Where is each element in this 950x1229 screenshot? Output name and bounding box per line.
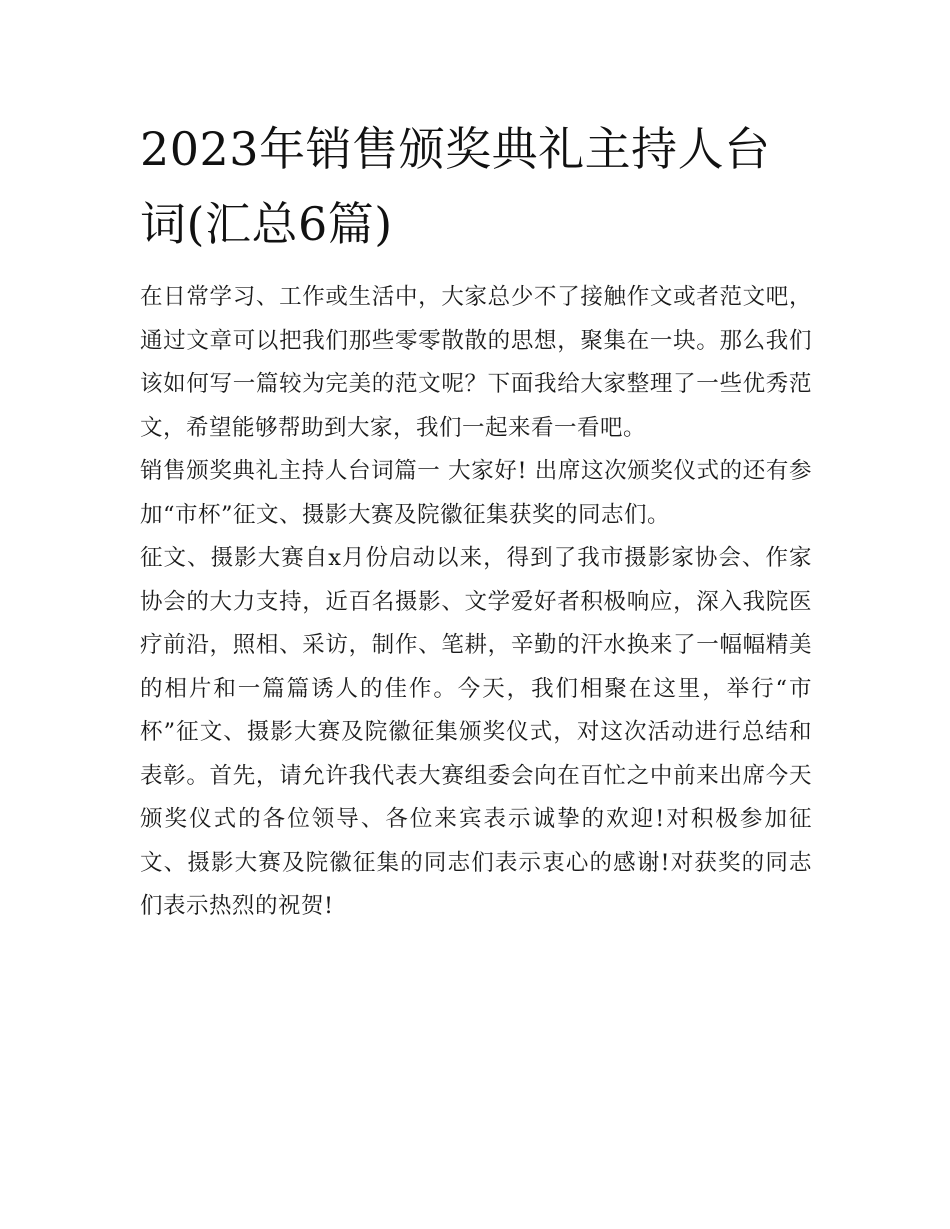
paragraph-intro: 在日常学习、工作或生活中，大家总少不了接触作文或者范文吧，通过文章可以把我们那些零零散散的思想，聚集在一块。那么我们该如何写一篇较为完美的范文呢？下面我给大家整理了一些优秀范文，希望能够帮助到大家，我们一起来看一看吧。: [140, 284, 812, 441]
document-title: 2023年销售颁奖典礼主持人台词(汇总6篇): [140, 122, 771, 251]
document-body: [140, 276, 812, 929]
paragraph-contest-summary: 征文、摄影大赛自x月份启动以来，得到了我市摄影家协会、作家协会的大力支持，近百名摄影、文学爱好者积极响应，深入我院医疗前沿，照相、采访，制作、笔耕，辛勤的汗水换来了一幅幅精美的相片和一篇篇诱人的佳作。今天，我们相聚在这里，举行“市杯”征文、摄影大赛及院徽征集颁奖仪式，对这次活动进行总结和表彰。首先，请允许我代表大赛组委会向在百忙之中前来出席今天颁奖仪式的各位领导、各位来宾表示诚挚的欢迎!对积极参加征文、摄影大赛及院徽征集的同志们表示衷心的感谢!对获奖的同志们表示热烈的祝贺!: [140, 545, 812, 919]
paragraph-section-one: 销售颁奖典礼主持人台词篇一 大家好! 出席这次颁奖仪式的还有参加“市杯”征文、摄影大赛及院徽征集获奖的同志们。: [140, 458, 812, 528]
document-page: [140, 112, 812, 929]
